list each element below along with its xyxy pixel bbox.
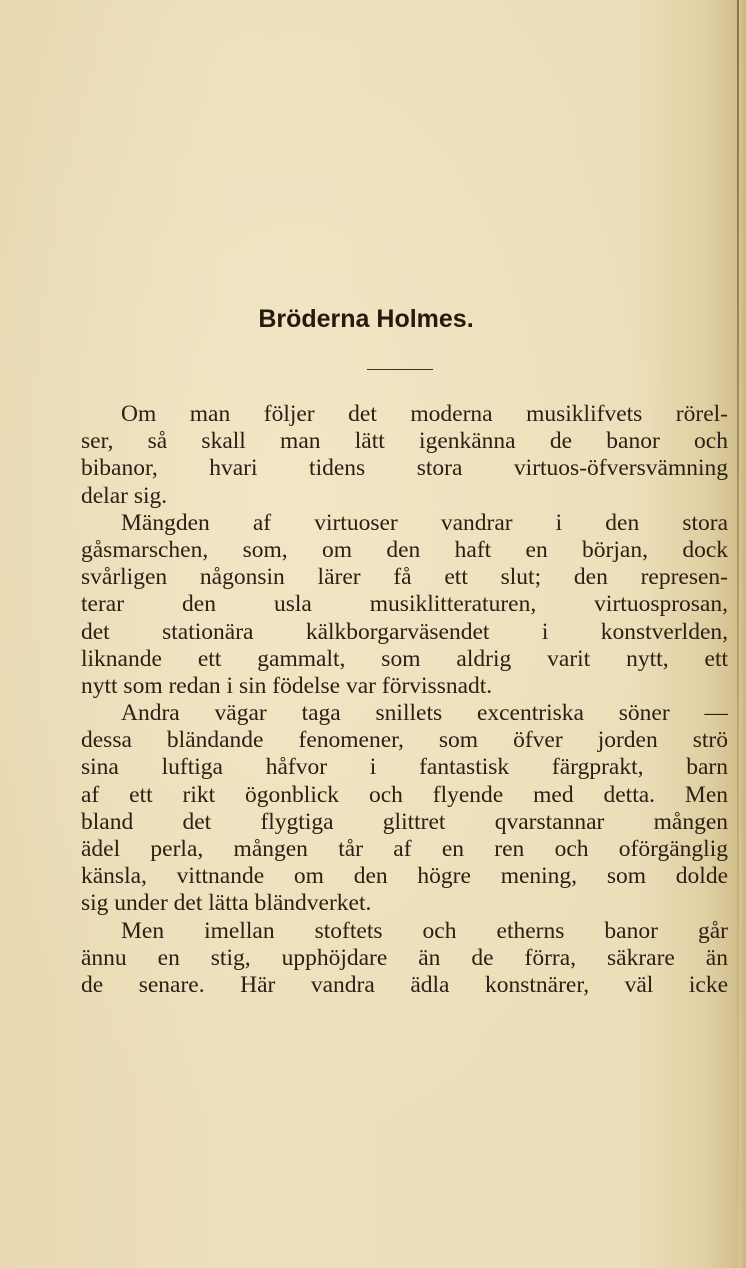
text-line: ser, så skall man lätt igenkänna de banor och	[81, 428, 728, 455]
text-line: bibanor, hvari tidens stora virtuos-öfversvämning	[81, 455, 728, 482]
text-line: det stationära kälkborgarväsendet i konstverlden,	[81, 618, 728, 645]
title-divider-rule	[367, 369, 433, 370]
text-line: gåsmarschen, som, om den haft en början, dock	[81, 536, 728, 563]
text-line: bland det flygtiga glittret qvarstannar mången	[81, 808, 728, 835]
text-line: sina luftiga håfvor i fantastisk färgprakt, barn	[81, 754, 728, 781]
text-line: ännu en stig, upphöjdare än de förra, säkrare än	[81, 944, 728, 971]
page-gutter-shadow	[739, 0, 746, 1268]
text-line: dessa bländande fenomener, som öfver jorden strö	[81, 727, 728, 754]
text-line: känsla, vittnande om den högre mening, som dolde	[81, 863, 728, 890]
chapter-body	[81, 401, 728, 999]
text-line: Men imellan stoftets och etherns banor går	[121, 917, 728, 944]
text-line: liknande ett gammalt, som aldrig varit nytt, ett	[81, 645, 728, 672]
text-line: nytt som redan i sin födelse var förvissnadt.	[81, 672, 493, 699]
text-line: Mängden af virtuoser vandrar i den stora	[121, 509, 728, 536]
text-line: delar sig.	[81, 482, 168, 509]
text-line: de senare. Här vandra ädla konstnärer, väl icke	[81, 971, 728, 998]
text-line: sig under det lätta bländverket.	[81, 890, 372, 917]
text-line: Andra vägar taga snillets excentriska söner —	[121, 700, 728, 727]
chapter-title: Bröderna Holmes.	[258, 305, 474, 333]
text-line: Om man följer det moderna musiklifvets rörel-	[121, 401, 728, 427]
text-line: terar den usla musiklitteraturen, virtuosprosan,	[81, 591, 728, 618]
text-line: af ett rikt ögonblick och flyende med detta. Men	[81, 781, 728, 808]
text-line: ädel perla, mången tår af en ren och oförgänglig	[81, 836, 728, 862]
text-line: svårligen någonsin lärer få ett slut; den represen-	[81, 564, 728, 591]
